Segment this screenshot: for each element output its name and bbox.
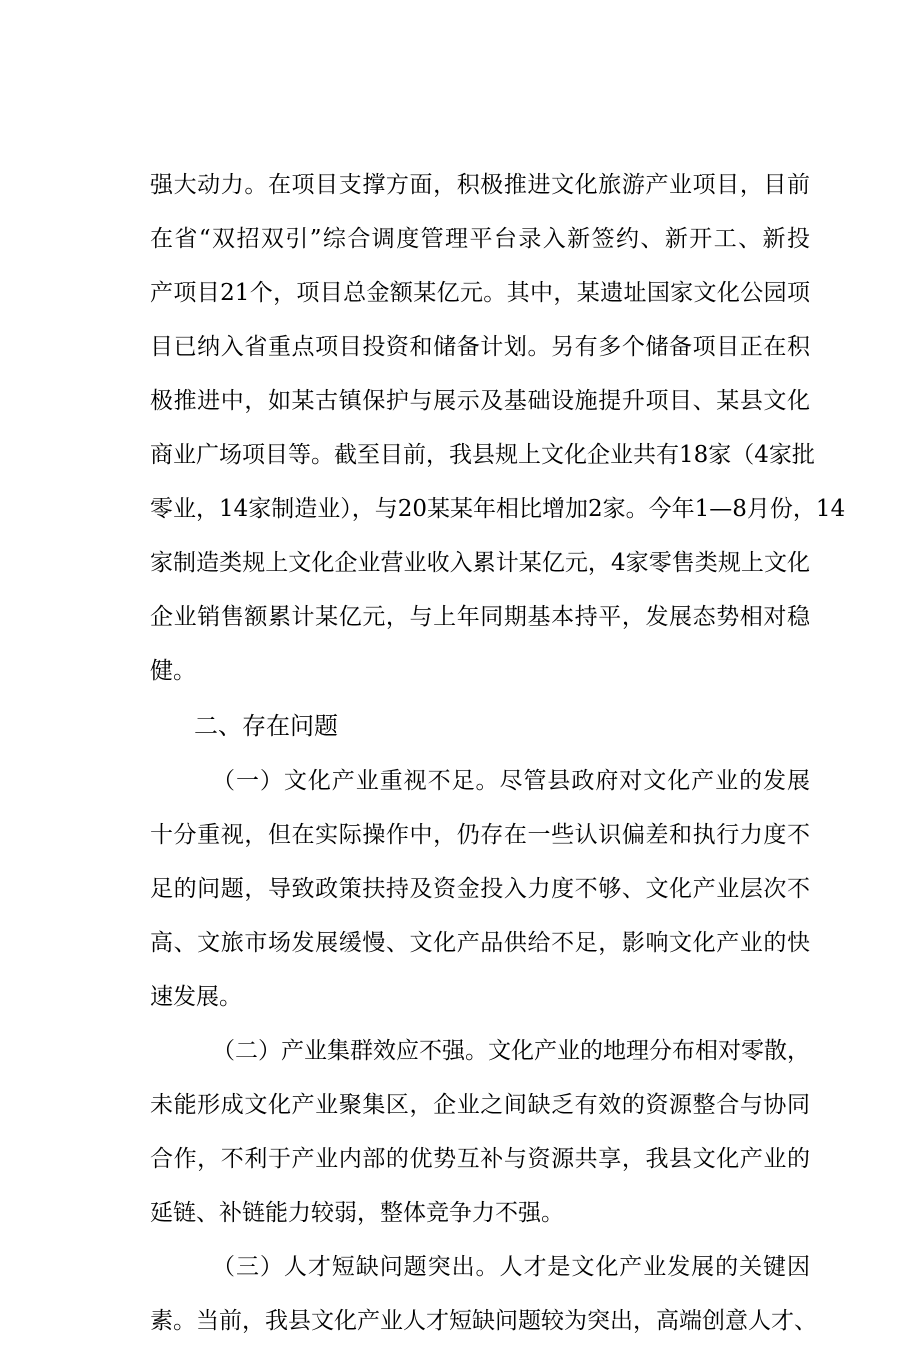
paragraph-talent-shortage <box>150 1240 817 1348</box>
text-line: 高、文旅市场发展缓慢、文化产品供给不足，影响文化产业的快 <box>150 930 810 956</box>
text-line: 合作，不利于产业内部的优势互补与资源共享，我县文化产业的 <box>150 1146 810 1172</box>
section-heading-problems: 二、存在问题 <box>194 712 338 740</box>
text-line: 商业广场项目等。截至目前，我县规上文化企业共有18家（4家批 <box>150 442 815 468</box>
text-line: （三）人才短缺问题突出。人才是文化产业发展的关键因 <box>212 1254 810 1280</box>
text-line: 目已纳入省重点项目投资和储备计划。另有多个储备项目正在积 <box>150 334 810 360</box>
text-line: （二）产业集群效应不强。文化产业的地理分布相对零散， <box>212 1038 810 1064</box>
text-line: 素。当前，我县文化产业人才短缺问题较为突出，高端创意人才、 <box>150 1308 817 1334</box>
paragraph-weak-cluster-effect <box>150 1024 810 1240</box>
text-line: 健。 <box>150 658 196 684</box>
paragraph-project-support <box>150 158 846 698</box>
text-line: 未能形成文化产业聚集区，企业之间缺乏有效的资源整合与协同 <box>150 1092 810 1118</box>
text-line: 延链、补链能力较弱，整体竞争力不强。 <box>150 1200 564 1226</box>
text-line: （一）文化产业重视不足。尽管县政府对文化产业的发展 <box>212 768 810 794</box>
text-line: 强大动力。在项目支撑方面，积极推进文化旅游产业项目，目前 <box>150 172 810 198</box>
text-line: 速发展。 <box>150 984 242 1010</box>
text-line: 家制造类规上文化企业营业收入累计某亿元，4家零售类规上文化 <box>150 550 810 576</box>
text-line: 产项目21个，项目总金额某亿元。其中，某遗址国家文化公园项 <box>150 280 810 306</box>
text-line: 企业销售额累计某亿元，与上年同期基本持平，发展态势相对稳 <box>150 604 810 630</box>
document-page <box>150 158 846 1348</box>
text-line: 十分重视，但在实际操作中，仍存在一些认识偏差和执行力度不 <box>150 822 810 848</box>
text-line: 零业，14家制造业），与20某某年相比增加2家。今年1—8月份，14 <box>150 496 846 522</box>
text-line: 足的问题，导致政策扶持及资金投入力度不够、文化产业层次不 <box>150 876 810 902</box>
text-line: 在省“双招双引”综合调度管理平台录入新签约、新开工、新投 <box>150 226 810 252</box>
text-line: 极推进中，如某古镇保护与展示及基础设施提升项目、某县文化 <box>150 388 810 414</box>
paragraph-insufficient-attention <box>150 754 810 1024</box>
